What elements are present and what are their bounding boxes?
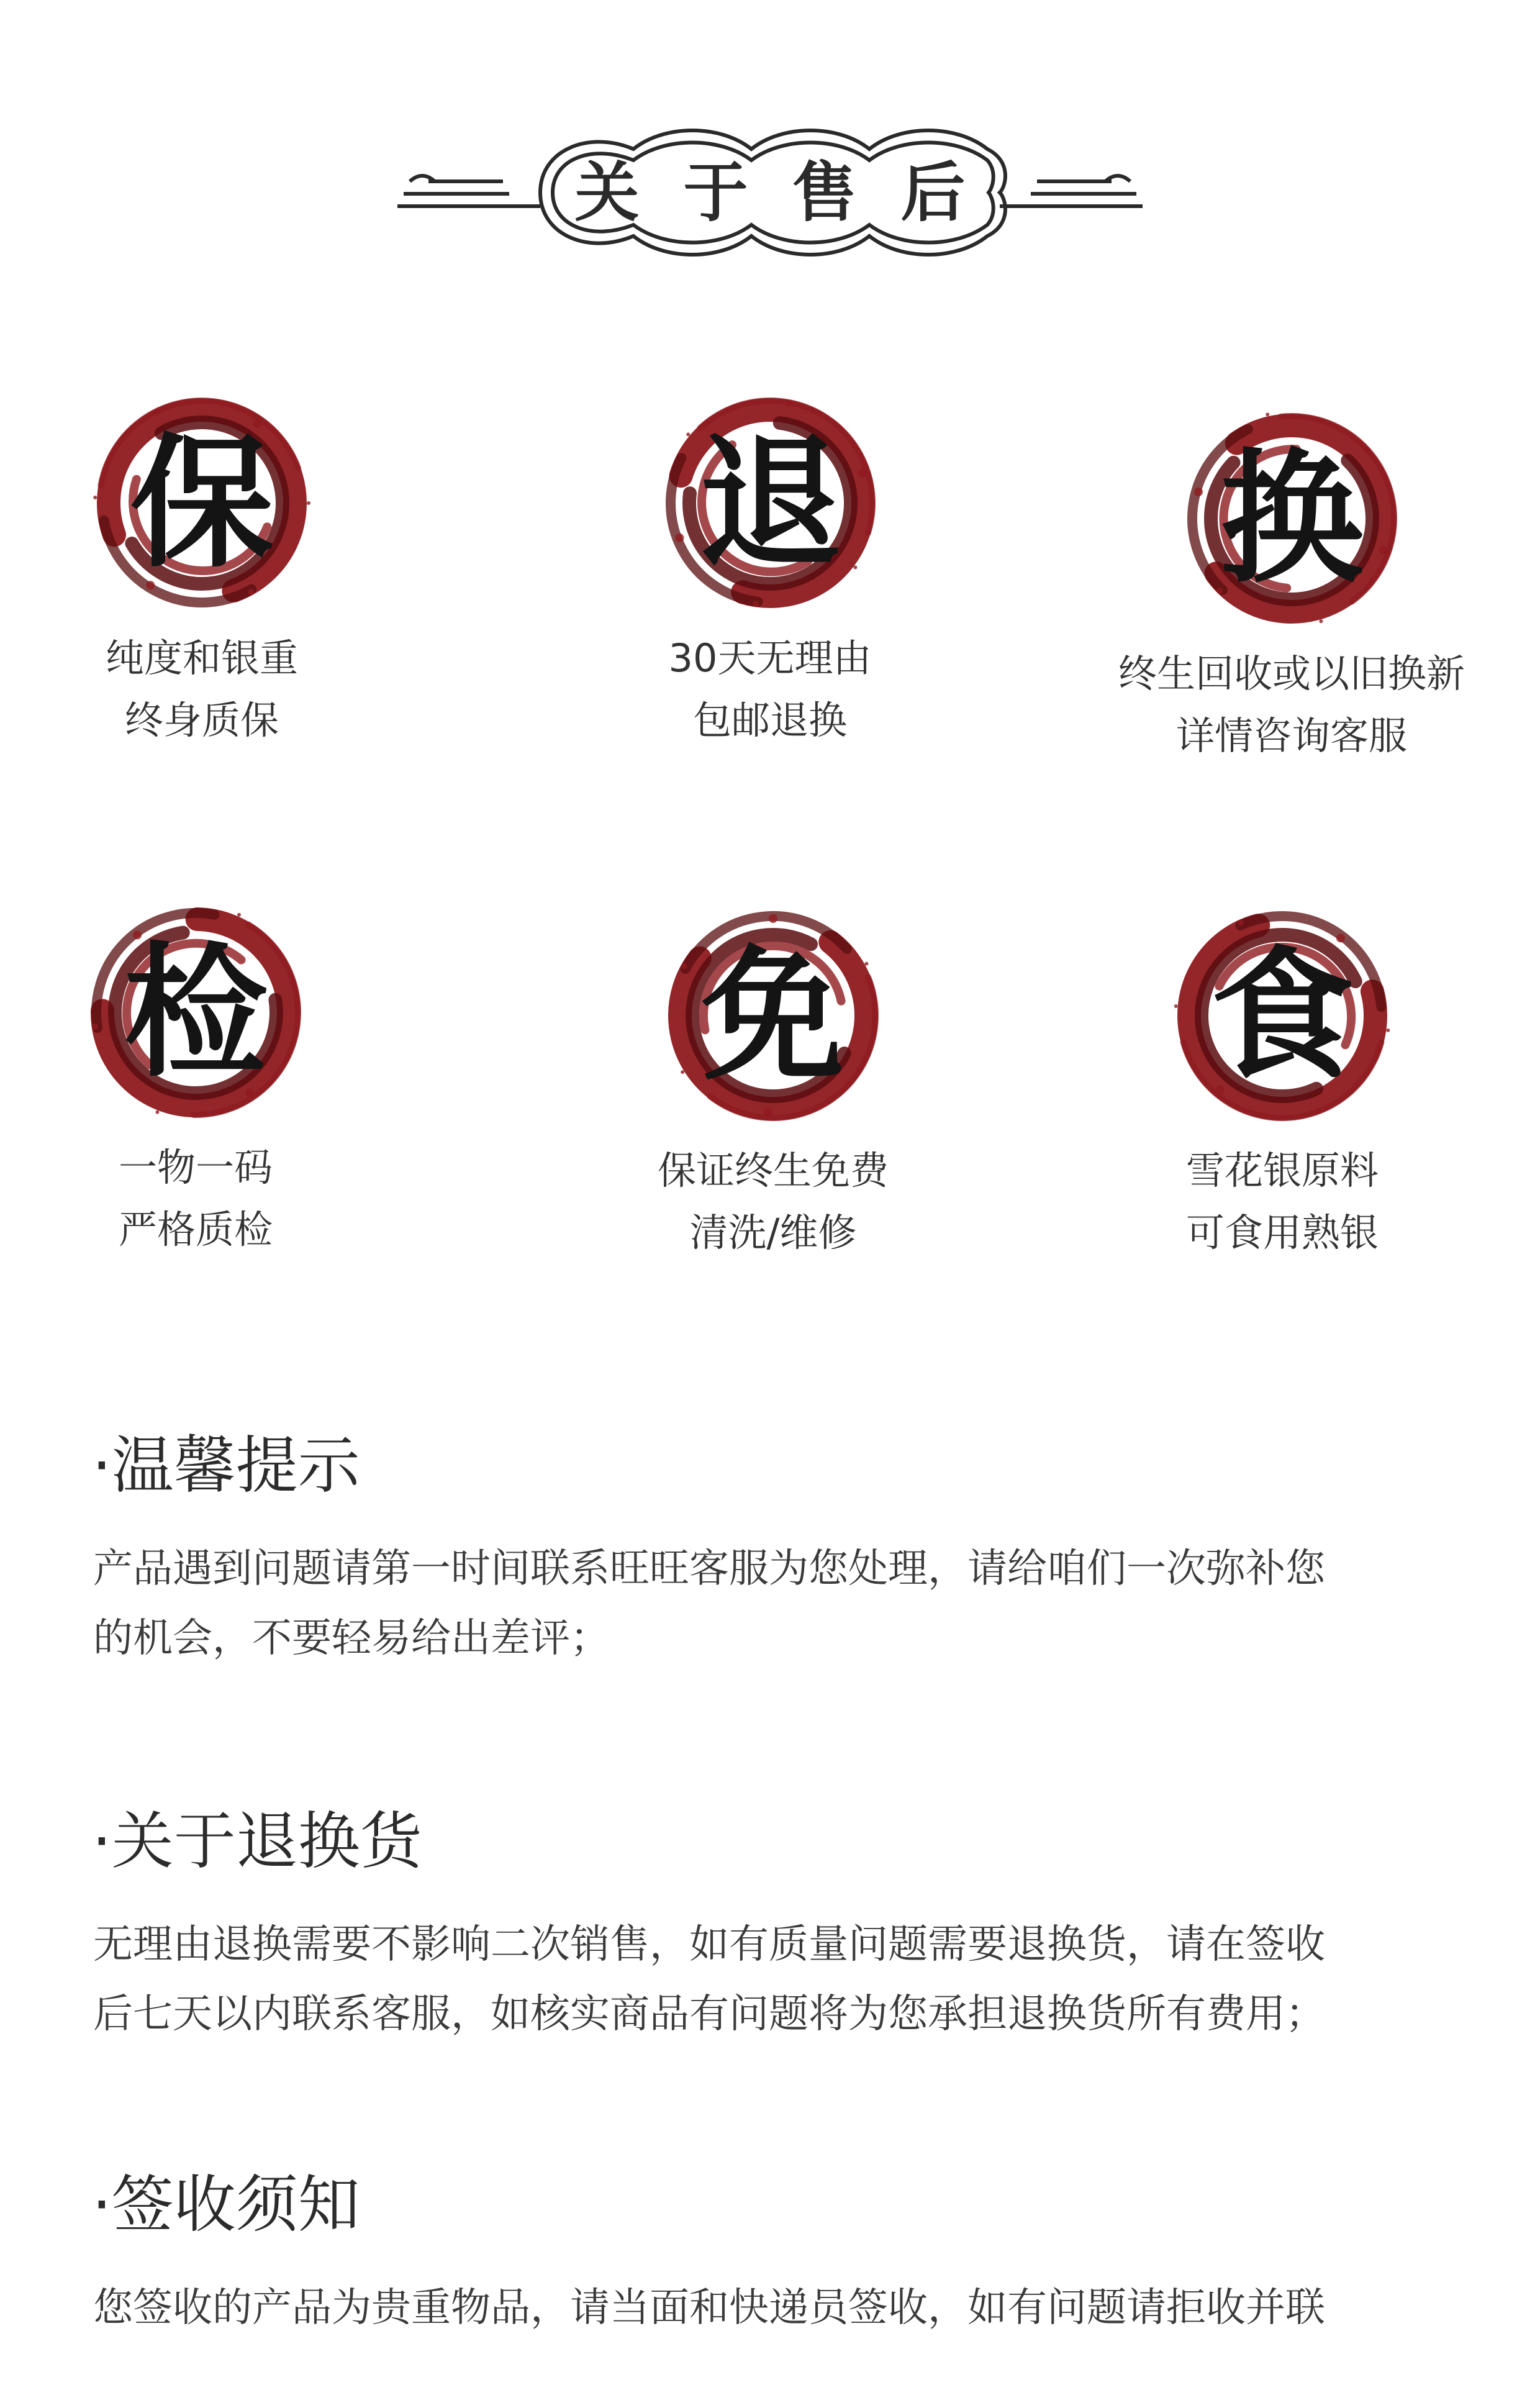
- section-body-signing: [93, 2273, 1453, 2343]
- feature-quality-guarantee: [0, 391, 438, 752]
- feature-free-service: [537, 904, 1009, 1264]
- seal-badge: [1180, 407, 1403, 630]
- feature-inspection: [0, 901, 432, 1261]
- seal-char: 保: [130, 419, 273, 587]
- title-char: 关: [574, 154, 640, 230]
- feature-line: 保证终生免费: [657, 1148, 889, 1193]
- section-line: 后七天以内联系客服，如核实商品有问题将为您承担退换货所有费用；: [93, 1991, 1325, 2037]
- section-title-returns: ·关于退换货: [92, 1805, 422, 1878]
- section-line: 产品遇到问题请第一时间联系旺旺客服为您处理，请给咱们一次弥补您: [93, 1546, 1325, 1592]
- seal-badge: [90, 391, 314, 615]
- section-line: 的机会，不要轻易给出差评；: [93, 1615, 610, 1661]
- feature-line: 雪花银原料: [1185, 1148, 1379, 1193]
- seal-char: 检: [124, 929, 267, 1096]
- feature-exchange: [1056, 407, 1528, 767]
- feature-line: 包邮退换: [692, 697, 847, 743]
- feature-line: 30天无理由: [668, 635, 872, 681]
- feature-edible-silver: [1046, 904, 1518, 1264]
- seal-badge: [1171, 904, 1394, 1127]
- feature-line: 清洗/维修: [689, 1210, 857, 1255]
- page-title: [553, 112, 987, 273]
- seal-badge: [661, 904, 885, 1127]
- feature-line: 严格质检: [118, 1207, 273, 1252]
- seal-char: 换: [1220, 435, 1363, 602]
- title-char: 于: [683, 154, 748, 230]
- feature-line: 可食用熟银: [1185, 1210, 1379, 1255]
- feature-line: 终生回收或以旧换新: [1118, 651, 1465, 696]
- title-char: 后: [900, 154, 966, 230]
- title-char: 售: [792, 154, 857, 230]
- feature-line: 一物一码: [118, 1145, 273, 1190]
- section-body-tips: [93, 1534, 1453, 1673]
- feature-line: 终身质保: [124, 697, 279, 743]
- section-title-tips: ·温馨提示: [92, 1429, 360, 1502]
- feature-line: 纯度和银重: [105, 635, 298, 681]
- section-line: 您签收的产品为贵重物品，请当面和快递员签收，如有问题请拒收并联: [93, 2285, 1325, 2331]
- seal-badge: [658, 391, 882, 615]
- feature-line: 详情咨询客服: [1175, 713, 1407, 758]
- feature-free-return: [534, 391, 1006, 752]
- section-title-signing: ·签收须知: [92, 2168, 360, 2241]
- section-line: 无理由退换需要不影响二次销售，如有质量问题需要退换货，请在签收: [93, 1922, 1325, 1968]
- section-body-returns: [93, 1910, 1453, 2049]
- seal-char: 食: [1210, 932, 1354, 1099]
- seal-char: 退: [698, 419, 841, 587]
- seal-badge: [84, 901, 307, 1124]
- seal-char: 免: [701, 932, 845, 1099]
- section-header: [385, 112, 1155, 273]
